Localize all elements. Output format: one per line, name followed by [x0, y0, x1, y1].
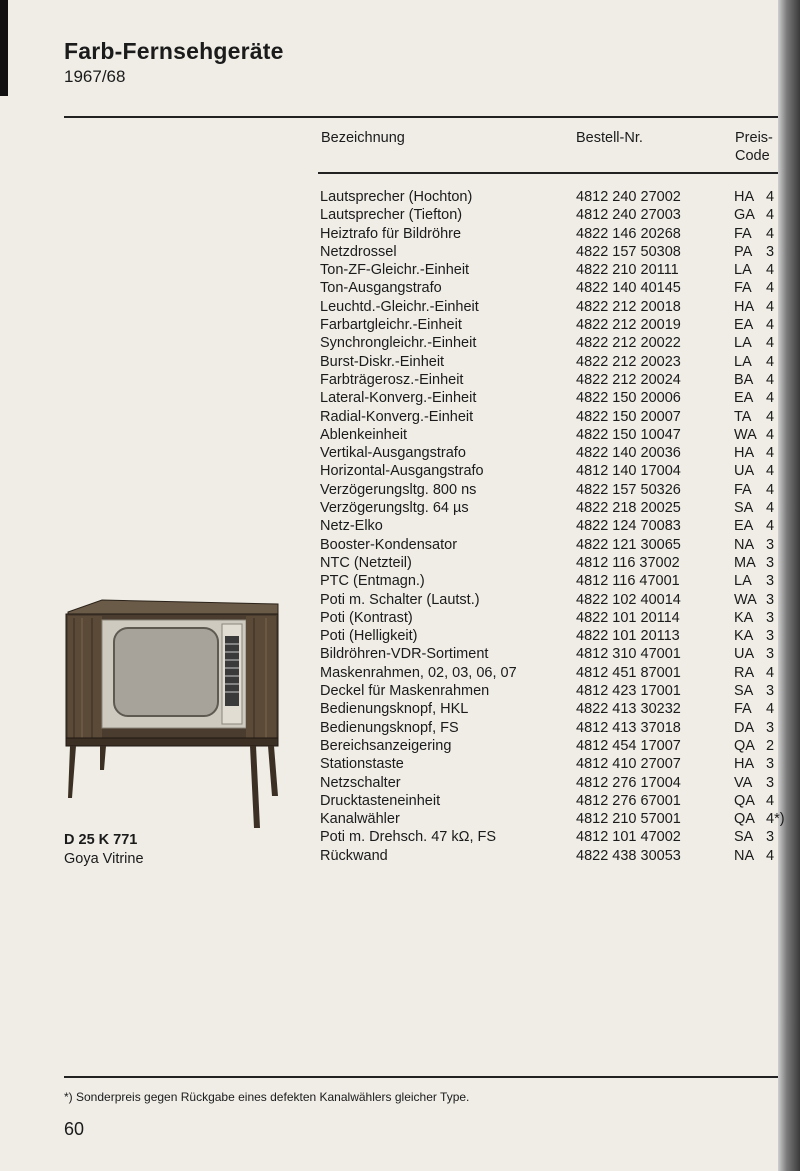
- header-name: Bezeichnung: [321, 130, 405, 146]
- price-group: 4: [766, 298, 775, 315]
- price-code: LA: [734, 573, 752, 590]
- price-code: SA: [734, 683, 754, 700]
- order-number: 4812 413 37018: [576, 719, 681, 736]
- price-group: 3: [766, 554, 775, 571]
- part-name: Poti m. Drehsch. 47 kΩ, FS: [320, 829, 497, 846]
- table-row: [320, 243, 780, 261]
- table-row: [320, 792, 780, 810]
- price-group: 4*): [766, 811, 785, 828]
- table-row: [320, 481, 780, 499]
- order-number: 4812 423 17001: [576, 683, 681, 700]
- price-group: 3: [766, 628, 775, 645]
- order-number: 4812 454 17007: [576, 737, 681, 754]
- price-code: NA: [734, 536, 755, 553]
- price-group: 4: [766, 664, 775, 681]
- table-row: [320, 261, 780, 279]
- page-number: 60: [64, 1119, 85, 1139]
- price-code: BA: [734, 371, 754, 388]
- order-number: 4822 157 50308: [576, 243, 681, 260]
- part-name: Lateral-Konverg.-Einheit: [320, 390, 477, 407]
- order-number: 4822 212 20018: [576, 298, 681, 315]
- table-row: [320, 645, 780, 663]
- part-name: Poti m. Schalter (Lautst.): [320, 591, 480, 608]
- order-number: 4812 451 87001: [576, 664, 681, 681]
- header-rule: [318, 172, 778, 174]
- table-row: [320, 206, 780, 224]
- page-title: Farb-Fernsehgeräte: [64, 38, 284, 64]
- table-row: [320, 774, 780, 792]
- header-price-line1: Preis-: [735, 130, 773, 146]
- order-number: 4822 218 20025: [576, 500, 681, 517]
- part-name: Rückwand: [320, 847, 388, 864]
- price-code: VA: [734, 774, 753, 791]
- price-group: 4: [766, 518, 775, 535]
- price-group: 4: [766, 408, 775, 425]
- order-number: 4822 210 20111: [576, 262, 679, 279]
- part-name: Stationstaste: [320, 756, 404, 773]
- part-name: Verzögerungsltg. 64 µs: [320, 500, 469, 517]
- part-name: Booster-Kondensator: [320, 536, 458, 553]
- part-name: Ablenkeinheit: [320, 426, 408, 443]
- part-name: Netz-Elko: [320, 518, 383, 535]
- part-name: Kanalwähler: [320, 811, 400, 828]
- price-group: 3: [766, 774, 775, 791]
- table-row: [320, 700, 780, 718]
- table-row: [320, 755, 780, 773]
- price-group: 3: [766, 591, 775, 608]
- order-number: 4822 102 40014: [576, 591, 681, 608]
- table-row: [320, 499, 780, 517]
- price-code: HA: [734, 756, 755, 773]
- order-number: 4822 150 20006: [576, 390, 681, 407]
- order-number: 4822 212 20022: [576, 335, 681, 352]
- price-group: 4: [766, 463, 775, 480]
- price-code: DA: [734, 719, 755, 736]
- part-name: Poti (Helligkeit): [320, 628, 418, 645]
- order-number: 4812 210 57001: [576, 811, 681, 828]
- part-name: Synchrongleichr.-Einheit: [320, 335, 477, 352]
- order-number: 4822 140 40145: [576, 280, 681, 297]
- price-group: 2: [766, 737, 775, 754]
- price-code: LA: [734, 335, 752, 352]
- price-code: KA: [734, 628, 754, 645]
- table-row: [320, 316, 780, 334]
- price-group: 3: [766, 829, 775, 846]
- order-number: 4812 410 27007: [576, 756, 681, 773]
- part-name: Verzögerungsltg. 800 ns: [320, 481, 477, 498]
- part-name: Vertikal-Ausgangstrafo: [320, 445, 466, 462]
- table-row: [320, 847, 780, 865]
- order-number: 4822 124 70083: [576, 518, 681, 535]
- part-name: Leuchtd.-Gleichr.-Einheit: [320, 298, 479, 315]
- price-code: FA: [734, 225, 752, 242]
- table-row: [320, 572, 780, 590]
- header-price-line2: Code: [735, 148, 770, 164]
- price-code: TA: [734, 408, 752, 425]
- part-name: Heiztrafo für Bildröhre: [320, 225, 462, 242]
- table-row: [320, 517, 780, 535]
- header-price-code: [735, 129, 773, 165]
- price-code: RA: [734, 664, 755, 681]
- part-name: Lautsprecher (Hochton): [320, 189, 473, 205]
- table-row: [320, 371, 780, 389]
- order-number: 4822 212 20023: [576, 353, 681, 370]
- order-number: 4822 212 20019: [576, 317, 681, 334]
- table-row: [320, 408, 780, 426]
- price-group: 3: [766, 646, 775, 663]
- footer-rule: [64, 1076, 778, 1078]
- price-group: 4: [766, 207, 775, 224]
- order-number: 4822 101 20114: [576, 609, 680, 626]
- part-name: Farbartgleichr.-Einheit: [320, 317, 462, 334]
- order-number: 4822 413 30232: [576, 701, 681, 718]
- order-number: 4822 101 20113: [576, 628, 680, 645]
- price-group: 4: [766, 481, 775, 498]
- order-number: 4812 276 17004: [576, 774, 681, 791]
- price-code: MA: [734, 554, 756, 571]
- price-code: QA: [734, 792, 755, 809]
- price-group: 4: [766, 262, 775, 279]
- part-name: Bildröhren-VDR-Sortiment: [320, 646, 489, 663]
- price-group: 4: [766, 353, 775, 370]
- order-number: 4812 276 67001: [576, 792, 681, 809]
- order-number: 4812 240 27003: [576, 207, 681, 224]
- price-group: 4: [766, 189, 775, 205]
- price-code: WA: [734, 426, 757, 443]
- table-row: [320, 462, 780, 480]
- table-row: [320, 554, 780, 572]
- price-group: 4: [766, 445, 775, 462]
- price-group: 3: [766, 683, 775, 700]
- order-number: 4822 157 50326: [576, 481, 681, 498]
- table-row: [320, 426, 780, 444]
- order-number: 4812 116 47001: [576, 573, 680, 590]
- parts-table: [320, 188, 785, 865]
- price-group: 4: [766, 371, 775, 388]
- page-binding-edge: [778, 0, 800, 1171]
- table-row: [320, 609, 780, 627]
- order-number: 4822 438 30053: [576, 847, 681, 864]
- price-group: 4: [766, 280, 775, 297]
- part-name: Bereichsanzeigering: [320, 737, 452, 754]
- order-number: 4812 310 47001: [576, 646, 681, 663]
- order-number: 4822 150 10047: [576, 426, 681, 443]
- price-code: FA: [734, 280, 752, 297]
- order-number: 4812 240 27002: [576, 189, 681, 205]
- price-group: 4: [766, 847, 775, 864]
- price-group: 3: [766, 719, 775, 736]
- price-code: FA: [734, 481, 752, 498]
- table-row: [320, 279, 780, 297]
- part-name: NTC (Netzteil): [320, 554, 412, 571]
- table-row: [320, 353, 780, 371]
- table-row: [320, 682, 780, 700]
- order-number: 4822 146 20268: [576, 225, 681, 242]
- price-group: 4: [766, 426, 775, 443]
- price-group: 3: [766, 243, 775, 260]
- part-name: Netzschalter: [320, 774, 401, 791]
- price-group: 4: [766, 317, 775, 334]
- price-code: NA: [734, 847, 755, 864]
- tv-cabinet-illustration: [62, 598, 282, 830]
- price-code: LA: [734, 353, 752, 370]
- order-number: 4812 116 37002: [576, 554, 680, 571]
- part-name: Burst-Diskr.-Einheit: [320, 353, 445, 370]
- price-group: 3: [766, 756, 775, 773]
- part-name: Drucktasteneinheit: [320, 792, 441, 809]
- price-code: PA: [734, 243, 753, 260]
- price-code: HA: [734, 298, 755, 315]
- table-row: [320, 389, 780, 407]
- order-number: 4812 101 47002: [576, 829, 681, 846]
- table-row: [320, 444, 780, 462]
- price-group: 4: [766, 792, 775, 809]
- header-order-number: Bestell-Nr.: [576, 130, 643, 146]
- price-code: EA: [734, 317, 754, 334]
- price-code: SA: [734, 500, 754, 517]
- model-description: Goya Vitrine: [64, 851, 144, 867]
- table-row: [320, 828, 780, 846]
- price-code: WA: [734, 591, 757, 608]
- part-name: Radial-Konverg.-Einheit: [320, 408, 474, 425]
- part-name: Ton-Ausgangstrafo: [320, 280, 442, 297]
- price-group: 3: [766, 609, 775, 626]
- table-row: [320, 627, 780, 645]
- price-group: 4: [766, 500, 775, 517]
- table-row: [320, 334, 780, 352]
- table-row: [320, 664, 780, 682]
- price-group: 4: [766, 225, 775, 242]
- table-row: [320, 188, 780, 206]
- part-name: PTC (Entmagn.): [320, 573, 425, 590]
- price-group: 4: [766, 701, 775, 718]
- table-row: [320, 225, 780, 243]
- order-number: 4812 140 17004: [576, 463, 681, 480]
- part-name: Poti (Kontrast): [320, 609, 413, 626]
- model-number: D 25 K 771: [64, 832, 138, 848]
- order-number: 4822 140 20036: [576, 445, 681, 462]
- price-code: HA: [734, 189, 755, 205]
- price-code: HA: [734, 445, 755, 462]
- price-code: GA: [734, 207, 755, 224]
- price-code: UA: [734, 463, 755, 480]
- order-number: 4822 150 20007: [576, 408, 681, 425]
- table-row: [320, 591, 780, 609]
- price-code: SA: [734, 829, 754, 846]
- price-group: 3: [766, 536, 775, 553]
- part-name: Ton-ZF-Gleichr.-Einheit: [320, 262, 470, 279]
- price-group: 4: [766, 335, 775, 352]
- price-code: EA: [734, 518, 754, 535]
- order-number: 4822 212 20024: [576, 371, 681, 388]
- order-number: 4822 121 30065: [576, 536, 681, 553]
- top-rule: [64, 116, 778, 118]
- part-name: Netzdrossel: [320, 243, 397, 260]
- price-code: FA: [734, 701, 752, 718]
- table-row: [320, 810, 785, 828]
- price-code: KA: [734, 609, 754, 626]
- price-code: EA: [734, 390, 754, 407]
- part-name: Lautsprecher (Tiefton): [320, 207, 463, 224]
- table-row: [320, 298, 780, 316]
- table-row: [320, 737, 780, 755]
- price-group: 4: [766, 390, 775, 407]
- page-edge-left: [0, 0, 8, 96]
- part-name: Maskenrahmen, 02, 03, 06, 07: [320, 664, 517, 681]
- part-name: Deckel für Maskenrahmen: [320, 683, 490, 700]
- price-group: 3: [766, 573, 775, 590]
- price-code: QA: [734, 737, 755, 754]
- price-code: UA: [734, 646, 755, 663]
- part-name: Bedienungsknopf, HKL: [320, 701, 469, 718]
- footnote: *) Sonderpreis gegen Rückgabe eines defekten Kanalwählers gleicher Type.: [64, 1090, 470, 1104]
- table-row: [320, 719, 780, 737]
- price-code: QA: [734, 811, 755, 828]
- table-row: [320, 536, 780, 554]
- page-subtitle: 1967/68: [64, 67, 126, 86]
- part-name: Bedienungsknopf, FS: [320, 719, 459, 736]
- part-name: Farbträgerosz.-Einheit: [320, 371, 464, 388]
- price-code: LA: [734, 262, 752, 279]
- part-name: Horizontal-Ausgangstrafo: [320, 463, 484, 480]
